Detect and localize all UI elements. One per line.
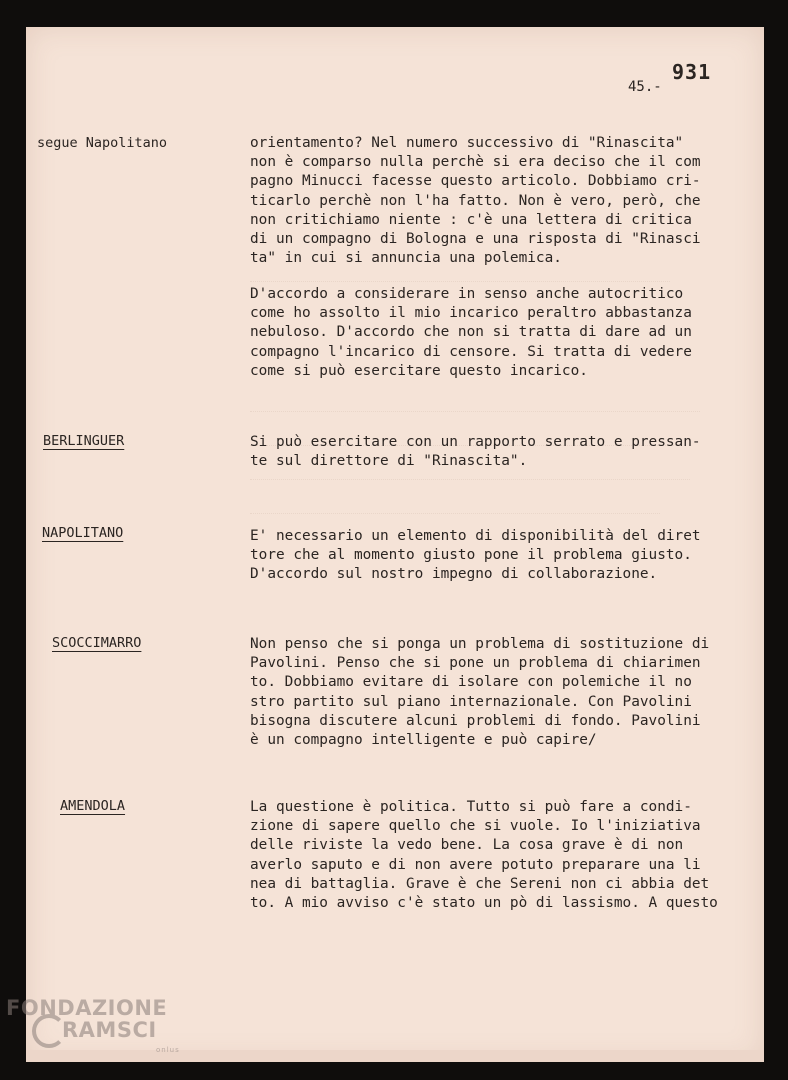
text-line: non critichiamo niente : c'è una lettera di critica <box>250 211 692 228</box>
text-line: compagno l'incarico di censore. Si tratta di vedere <box>250 343 692 360</box>
text-line: non è comparso nulla perchè si era deciso che il com <box>250 154 701 171</box>
text-line: di un compagno di Bologna e una risposta di "Rinasci <box>250 231 701 248</box>
text-line: pagno Minucci facesse questo articolo. Dobbiamo cri- <box>250 173 701 190</box>
watermark-line1: FONDAZIONE <box>6 996 168 1020</box>
paragraph-berlinguer <box>250 433 770 471</box>
watermark-line2: RAMSCI <box>62 1018 157 1042</box>
text-line: delle riviste la vedo bene. La cosa grave è di non <box>250 837 684 854</box>
text-line: nebuloso. D'accordo che non si tratta di dare ad un <box>250 324 692 341</box>
paragraph-napolitano-continued <box>250 134 770 268</box>
text-line: come ho assolto il mio incarico peraltro abbastanza <box>250 305 692 322</box>
speaker-label-amendola: AMENDOLA <box>60 798 126 814</box>
section-number: 45.- <box>628 79 662 95</box>
watermark-suffix: onlus <box>156 1046 180 1054</box>
text-line: to. A mio avviso c'è stato un pò di lassismo. A questo <box>250 895 718 912</box>
paragraph-napolitano <box>250 527 770 585</box>
text-line: nea di battaglia. Grave è che Sereni non ci abbia det <box>250 875 710 892</box>
text-line: Non penso che si ponga un problema di sostituzione di <box>250 636 710 652</box>
text-line: averlo saputo e di non avere potuto preparare una li <box>250 856 701 873</box>
text-line: E' necessario un elemento di disponibilità del diret <box>250 528 701 544</box>
gramsci-g-icon <box>32 1014 66 1048</box>
speaker-label-berlinguer: BERLINGUER <box>43 433 125 449</box>
text-line: D'accordo sul nostro impegno di collaborazione. <box>250 566 658 583</box>
text-line: è un compagno intelligente e può capire/ <box>250 732 597 749</box>
text-line: orientamento? Nel numero successivo di "Rinascita" <box>250 135 684 151</box>
speaker-label-napolitano: NAPOLITANO <box>42 525 124 541</box>
paragraph-napolitano-agreement <box>250 285 770 381</box>
text-line: te sul direttore di "Rinascita". <box>250 453 528 470</box>
text-line: zione di sapere quello che si vuole. Io l'iniziativa <box>250 818 701 835</box>
text-line: come si può esercitare questo incarico. <box>250 362 588 379</box>
text-line: tore che al momento giusto pone il problema giusto. <box>250 547 692 564</box>
paragraph-scoccimarro <box>250 635 770 750</box>
text-line: ta" in cui si annuncia una polemica. <box>250 250 562 267</box>
fondazione-gramsci-watermark <box>6 996 196 1056</box>
page-number: 931 <box>672 60 712 84</box>
text-line: to. Dobbiamo evitare di isolare con polemiche il no <box>250 674 692 691</box>
text-line: bisogna discutere alcuni problemi di fondo. Pavolini <box>250 712 701 729</box>
text-line: Pavolini. Penso che si pone un problema di chiarimen <box>250 655 701 672</box>
speaker-label-scoccimarro: SCOCCIMARRO <box>52 635 142 651</box>
text-line: ticarlo perchè non l'ha fatto. Non è vero, però, che <box>250 192 701 209</box>
text-line: Si può esercitare con un rapporto serrato e pressan- <box>250 434 701 450</box>
text-line: D'accordo a considerare in senso anche autocritico <box>250 286 684 302</box>
speaker-label-napolitano-continued: segue Napolitano <box>37 135 168 151</box>
paragraph-amendola <box>250 798 770 913</box>
text-line: La questione è politica. Tutto si può fare a condi- <box>250 799 692 815</box>
text-line: stro partito sul piano internazionale. Con Pavolini <box>250 693 692 710</box>
